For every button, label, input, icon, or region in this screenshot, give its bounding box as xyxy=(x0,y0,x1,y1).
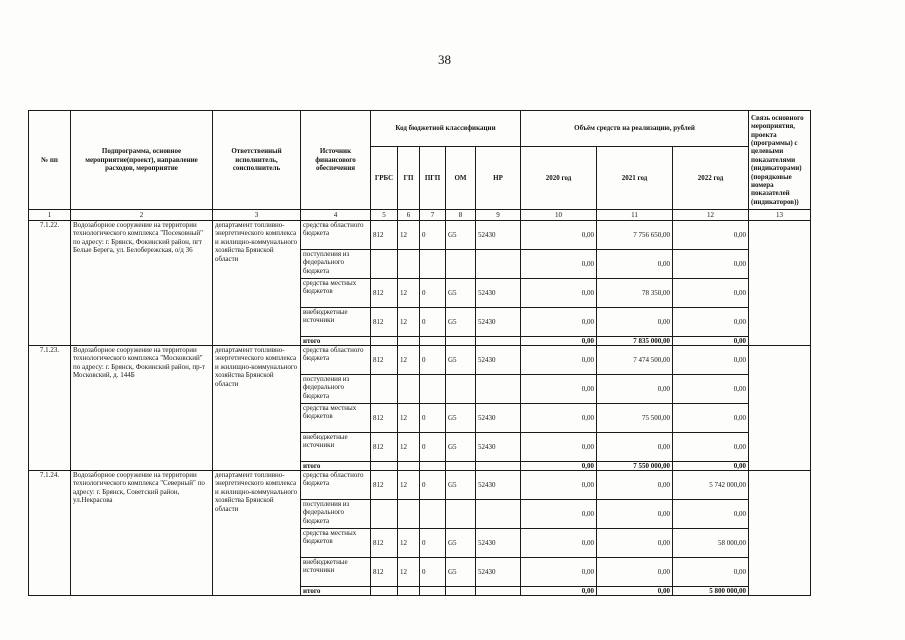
amount-2020: 0,00 xyxy=(521,471,597,500)
amount-2022: 5 742 000,00 xyxy=(673,471,749,500)
funding-source: средства местных бюджетов xyxy=(301,279,371,308)
code-om: G5 xyxy=(446,221,476,250)
amount-2020: 0,00 xyxy=(521,558,597,587)
code-gp xyxy=(398,250,420,279)
total-code-empty xyxy=(446,587,476,596)
header-no: № пп xyxy=(29,111,71,210)
header-name: Подпрограмма, основное мероприятие(проект), направление расходов, мероприятие xyxy=(71,111,213,210)
code-np: 52430 xyxy=(476,471,521,500)
total-2020: 0,00 xyxy=(521,337,597,346)
amount-2021: 0,00 xyxy=(597,558,673,587)
header-link: Связь основного мероприятия, проекта (программы) с целевыми показателями (индикаторами) (порядковые номера показателей (индикаторов)) xyxy=(749,111,811,210)
total-2021: 7 835 000,00 xyxy=(597,337,673,346)
column-number: 7 xyxy=(420,210,446,221)
amount-2021: 78 350,00 xyxy=(597,279,673,308)
amount-2021: 0,00 xyxy=(597,250,673,279)
total-2021: 0,00 xyxy=(597,587,673,596)
header-gp: ГП xyxy=(398,147,420,210)
code-np: 52430 xyxy=(476,221,521,250)
code-om: G5 xyxy=(446,404,476,433)
amount-2020: 0,00 xyxy=(521,346,597,375)
total-code-empty xyxy=(420,587,446,596)
amount-2022: 0,00 xyxy=(673,308,749,337)
code-pgp xyxy=(420,250,446,279)
code-grbs xyxy=(371,375,398,404)
amount-2022: 58 000,00 xyxy=(673,529,749,558)
amount-2021: 0,00 xyxy=(597,529,673,558)
budget-table xyxy=(28,110,811,596)
code-gp: 12 xyxy=(398,529,420,558)
code-gp xyxy=(398,375,420,404)
header-np: НР xyxy=(476,147,521,210)
header-grbs: ГРБС xyxy=(371,147,398,210)
amount-2022: 0,00 xyxy=(673,404,749,433)
code-om: G5 xyxy=(446,279,476,308)
total-code-empty xyxy=(371,462,398,471)
code-om: G5 xyxy=(446,529,476,558)
amount-2020: 0,00 xyxy=(521,500,597,529)
code-np: 52430 xyxy=(476,308,521,337)
code-pgp: 0 xyxy=(420,404,446,433)
funding-source: внебюджетные источники xyxy=(301,308,371,337)
column-number: 4 xyxy=(301,210,371,221)
indicator-link xyxy=(749,346,811,471)
measure-name: Водозаборное сооружение на территории технологического комплекса "Посековный" по адресу: г. Брянск, Фокинский район, пгт Белые Берега, ул. Белобережская, о/д 36 xyxy=(71,221,213,346)
total-code-empty xyxy=(398,462,420,471)
column-number: 2 xyxy=(71,210,213,221)
funding-source: средства местных бюджетов xyxy=(301,529,371,558)
column-number: 3 xyxy=(213,210,301,221)
header-responsible: Ответственный исполнитель, соисполнитель xyxy=(213,111,301,210)
total-label: итого xyxy=(301,462,371,471)
code-grbs xyxy=(371,500,398,529)
code-np xyxy=(476,375,521,404)
total-code-empty xyxy=(476,587,521,596)
total-2022: 0,00 xyxy=(673,337,749,346)
code-om: G5 xyxy=(446,433,476,462)
code-gp: 12 xyxy=(398,404,420,433)
code-om xyxy=(446,250,476,279)
code-gp: 12 xyxy=(398,433,420,462)
measure-name: Водозаборное сооружение на территории технологического комплекса "Северный" по адресу: г. Брянск, Советский район, ул.Некрасова xyxy=(71,471,213,596)
amount-2022: 0,00 xyxy=(673,375,749,404)
code-np: 52430 xyxy=(476,433,521,462)
amount-2020: 0,00 xyxy=(521,433,597,462)
column-number: 9 xyxy=(476,210,521,221)
code-pgp: 0 xyxy=(420,346,446,375)
amount-2021: 0,00 xyxy=(597,500,673,529)
code-gp xyxy=(398,500,420,529)
code-pgp: 0 xyxy=(420,279,446,308)
row-number: 7.1.23. xyxy=(29,346,71,471)
total-code-empty xyxy=(420,337,446,346)
code-pgp: 0 xyxy=(420,221,446,250)
total-2020: 0,00 xyxy=(521,587,597,596)
total-code-empty xyxy=(446,462,476,471)
total-label: итого xyxy=(301,587,371,596)
responsible-executor: департамент топливно-энергетического комплекса и жилищно-коммунального хозяйства Брянской области xyxy=(213,346,301,471)
amount-2020: 0,00 xyxy=(521,375,597,404)
amount-2022: 0,00 xyxy=(673,500,749,529)
header-kbk-group: Код бюджетной классификации xyxy=(371,111,521,147)
funding-source: поступления из федерального бюджета xyxy=(301,375,371,404)
code-pgp xyxy=(420,375,446,404)
table-row xyxy=(29,346,811,375)
code-np xyxy=(476,250,521,279)
responsible-executor: департамент топливно-энергетического комплекса и жилищно-коммунального хозяйства Брянской области xyxy=(213,221,301,346)
total-2021: 7 550 000,00 xyxy=(597,462,673,471)
amount-2021: 7 474 500,00 xyxy=(597,346,673,375)
amount-2022: 0,00 xyxy=(673,558,749,587)
code-pgp: 0 xyxy=(420,558,446,587)
header-volume-group: Объём средств на реализацию, рублей xyxy=(521,111,749,147)
page-number: 38 xyxy=(438,52,451,67)
code-om: G5 xyxy=(446,346,476,375)
code-grbs: 812 xyxy=(371,404,398,433)
amount-2020: 0,00 xyxy=(521,250,597,279)
table-row xyxy=(29,221,811,250)
funding-source: средства областного бюджета xyxy=(301,221,371,250)
code-grbs xyxy=(371,250,398,279)
amount-2020: 0,00 xyxy=(521,221,597,250)
code-grbs: 812 xyxy=(371,221,398,250)
indicator-link xyxy=(749,471,811,596)
amount-2021: 0,00 xyxy=(597,308,673,337)
code-om: G5 xyxy=(446,558,476,587)
header-2021: 2021 год xyxy=(597,147,673,210)
amount-2020: 0,00 xyxy=(521,308,597,337)
total-code-empty xyxy=(476,462,521,471)
table-row xyxy=(29,471,811,500)
total-2022: 0,00 xyxy=(673,462,749,471)
amount-2022: 0,00 xyxy=(673,279,749,308)
amount-2021: 0,00 xyxy=(597,433,673,462)
code-grbs: 812 xyxy=(371,308,398,337)
amount-2020: 0,00 xyxy=(521,529,597,558)
total-code-empty xyxy=(371,587,398,596)
funding-source: поступления из федерального бюджета xyxy=(301,500,371,529)
code-grbs: 812 xyxy=(371,558,398,587)
code-grbs: 812 xyxy=(371,471,398,500)
header-2020: 2020 год xyxy=(521,147,597,210)
amount-2020: 0,00 xyxy=(521,279,597,308)
amount-2022: 0,00 xyxy=(673,221,749,250)
funding-source: средства областного бюджета xyxy=(301,346,371,375)
column-number: 11 xyxy=(597,210,673,221)
code-grbs: 812 xyxy=(371,529,398,558)
total-code-empty xyxy=(420,462,446,471)
code-np: 52430 xyxy=(476,404,521,433)
total-label: итого xyxy=(301,337,371,346)
column-number: 6 xyxy=(398,210,420,221)
column-number: 1 xyxy=(29,210,71,221)
total-code-empty xyxy=(371,337,398,346)
amount-2021: 0,00 xyxy=(597,375,673,404)
total-code-empty xyxy=(398,587,420,596)
measure-name: Водозаборное сооружение на территории технологического комплекса "Московский" по адресу: г. Брянск, Фокинский район, пр-т Московский, д. 144Б xyxy=(71,346,213,471)
code-om xyxy=(446,375,476,404)
code-gp: 12 xyxy=(398,279,420,308)
header-om: ОМ xyxy=(446,147,476,210)
code-np: 52430 xyxy=(476,529,521,558)
header-source: Источник финансового обеспечения xyxy=(301,111,371,210)
funding-source: средства областного бюджета xyxy=(301,471,371,500)
column-number: 12 xyxy=(673,210,749,221)
code-np: 52430 xyxy=(476,346,521,375)
funding-source: поступления из федерального бюджета xyxy=(301,250,371,279)
total-2020: 0,00 xyxy=(521,462,597,471)
column-numbers-row xyxy=(29,210,811,221)
column-number: 5 xyxy=(371,210,398,221)
column-number: 10 xyxy=(521,210,597,221)
code-pgp: 0 xyxy=(420,529,446,558)
code-np: 52430 xyxy=(476,279,521,308)
funding-source: внебюджетные источники xyxy=(301,433,371,462)
code-grbs: 812 xyxy=(371,279,398,308)
header-pgp: ПГП xyxy=(420,147,446,210)
total-code-empty xyxy=(398,337,420,346)
amount-2022: 0,00 xyxy=(673,346,749,375)
amount-2021: 7 756 650,00 xyxy=(597,221,673,250)
code-np xyxy=(476,500,521,529)
column-number: 13 xyxy=(749,210,811,221)
indicator-link xyxy=(749,221,811,346)
code-om xyxy=(446,500,476,529)
code-gp: 12 xyxy=(398,308,420,337)
code-grbs: 812 xyxy=(371,346,398,375)
code-gp: 12 xyxy=(398,471,420,500)
code-grbs: 812 xyxy=(371,433,398,462)
amount-2021: 75 500,00 xyxy=(597,404,673,433)
column-number: 8 xyxy=(446,210,476,221)
funding-source: внебюджетные источники xyxy=(301,558,371,587)
code-om: G5 xyxy=(446,471,476,500)
total-2022: 5 800 000,00 xyxy=(673,587,749,596)
code-pgp: 0 xyxy=(420,308,446,337)
code-om: G5 xyxy=(446,308,476,337)
amount-2022: 0,00 xyxy=(673,250,749,279)
code-pgp: 0 xyxy=(420,471,446,500)
code-np: 52430 xyxy=(476,558,521,587)
total-code-empty xyxy=(446,337,476,346)
row-number: 7.1.22. xyxy=(29,221,71,346)
amount-2022: 0,00 xyxy=(673,433,749,462)
total-code-empty xyxy=(476,337,521,346)
code-gp: 12 xyxy=(398,346,420,375)
header-2022: 2022 год xyxy=(673,147,749,210)
responsible-executor: департамент топливно-энергетического комплекса и жилищно-коммунального хозяйства Брянской области xyxy=(213,471,301,596)
code-gp: 12 xyxy=(398,558,420,587)
code-pgp xyxy=(420,500,446,529)
code-pgp: 0 xyxy=(420,433,446,462)
amount-2020: 0,00 xyxy=(521,404,597,433)
code-gp: 12 xyxy=(398,221,420,250)
funding-source: средства местных бюджетов xyxy=(301,404,371,433)
row-number: 7.1.24. xyxy=(29,471,71,596)
amount-2021: 0,00 xyxy=(597,471,673,500)
